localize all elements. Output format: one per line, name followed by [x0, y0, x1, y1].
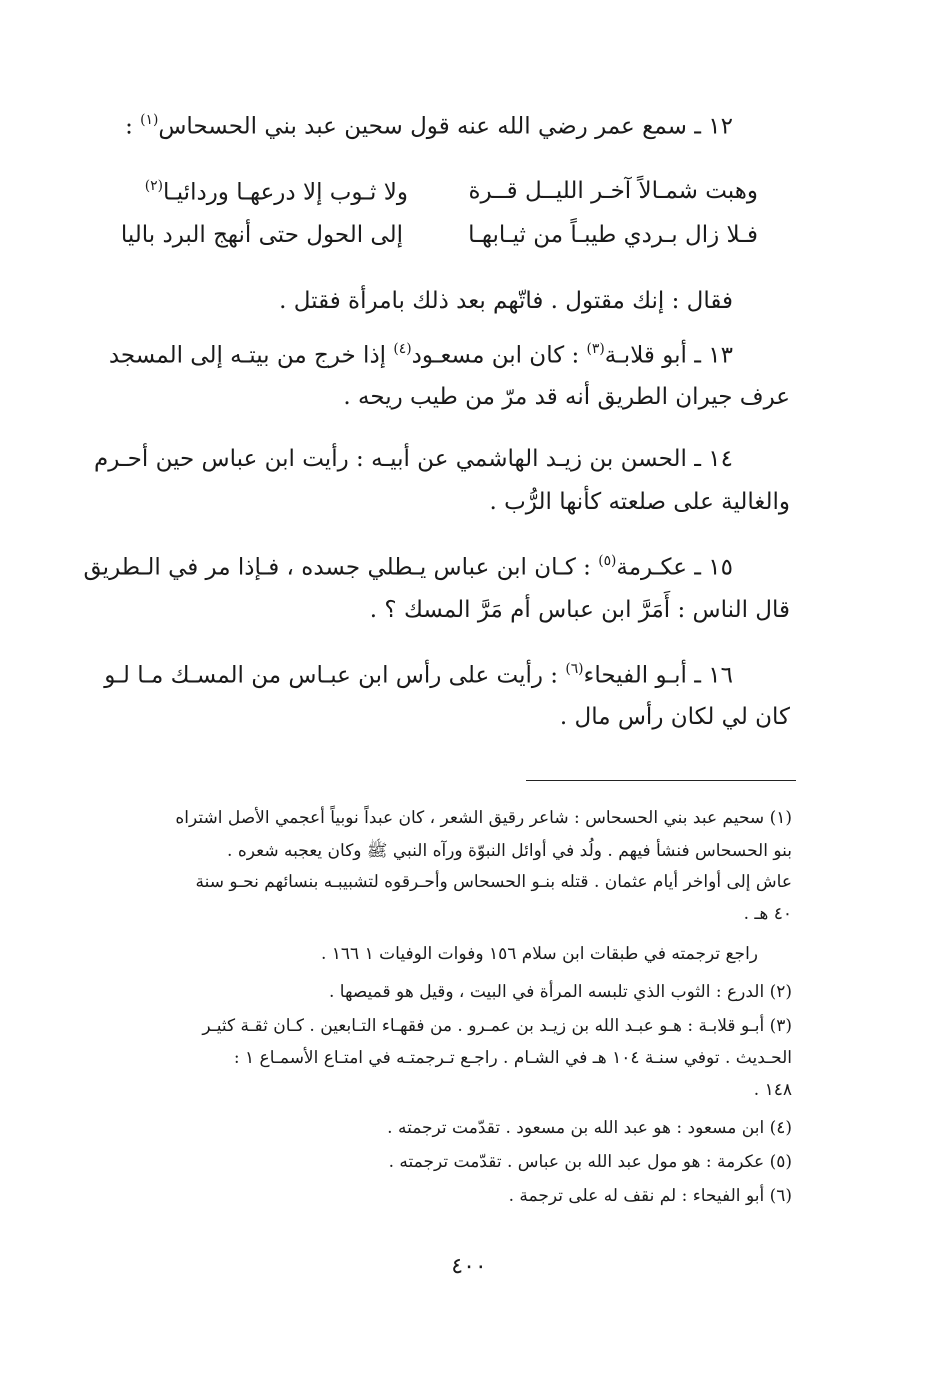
entry-12-colon: : — [125, 113, 141, 140]
footnote-separator — [526, 780, 796, 781]
entry-15-line-2: قال الناس : أَمَرَّ ابن عباس أم مَرَّ المسك ؟ . — [369, 597, 790, 623]
entry-14-line-1: ١٤ ـ الحسن بن زيـد الهاشمي عن أبيـه : رأيت ابن عباس حين أحـرم — [93, 446, 733, 472]
footnote-5: (٥) عكرمة : هو مول عبد الله بن عباس . تقدّمت ترجمته . — [388, 1152, 792, 1172]
entry-14-line-2: والغالية على صلعته كأنها الرُّب . — [489, 489, 790, 515]
footnote-ref-6[interactable]: (٦) — [565, 661, 584, 677]
verse-1-second-hemistich — [145, 178, 408, 206]
entry-12-line-1 — [125, 112, 733, 140]
entry-13-line-2: عرف جيران الطريق أنه قد مرّ من طيب ريحه . — [343, 384, 790, 410]
footnote-1-line-5: راجع ترجمته في طبقات ابن سلام ١٥٦ وفوات الوفيات ١ ١٦٦ . — [320, 944, 758, 964]
footnote-ref-3[interactable]: (٣) — [586, 341, 605, 357]
footnote-ref-5[interactable]: (٥) — [598, 553, 617, 569]
entry-16-line-1 — [104, 661, 733, 689]
footnote-3-line-1: (٣) أبـو قلابـة : هـو عبـد الله بن زيـد بن عمـرو . من فقهـاء التـابعين . كـان ثقـة كثيـر — [202, 1016, 792, 1036]
footnote-3-line-2: الحـديث . توفي سنـة ١٠٤ هـ في الشـام . راجـع تـرجمتـه في امتـاع الأسمـاع ١ : — [233, 1048, 792, 1068]
footnote-1-line-1: (١) سحيم عبد بني الحسحاس : شاعر رقيق الشعر ، كان عبداً نوبياً أعجمي الأصل اشتراه — [175, 808, 792, 828]
entry-16-line-2: كان لي لكان رأس مال . — [559, 704, 790, 730]
footnote-6: (٦) أبو الفيحاء : لم نقف له على ترجمة . — [508, 1186, 792, 1206]
footnote-ref-2[interactable]: (٢) — [144, 178, 163, 194]
footnote-2: (٢) الدرع : الثوب الذي تلبسه المرأة في البيت ، وقيل هو قميصها . — [328, 982, 792, 1002]
entry-15-narrator: ١٥ ـ عكـرمة — [616, 554, 733, 581]
footnote-1-line-3: عاش إلى أواخر أيام عثمان . قتله بنـو الحسحاس وأحـرقوه لتشبيبـه بنسائهم نحـو سنة — [195, 872, 792, 892]
entry-13-narrator: ١٣ ـ أبو قلابـة — [604, 342, 733, 369]
footnote-1-line-2: بنو الحسحاس فنشأ فيهم . ولُد في أوائل النبوّة ورآه النبي ﷺ وكان يعجبه شعره . — [227, 841, 792, 861]
footnote-4: (٤) ابن مسعود : هو عبد الله بن مسعود . تقدّمت ترجمته . — [387, 1118, 792, 1138]
entry-13-line-1 — [109, 341, 733, 369]
footnote-1-line-4: ٤٠ هـ . — [743, 904, 792, 924]
entry-12-line-2: فقال : إنك مقتول . فاتّهم بعد ذلك بامرأة فقتل . — [279, 288, 733, 314]
verse-1-second-text: ولا ثـوب إلا درعهـا وردائيـا — [162, 179, 408, 206]
verse-2-second-hemistich: إلى الحول حتى أنهج البرد باليا — [120, 222, 403, 248]
entry-12-text: ١٢ ـ سمع عمر رضي الله عنه قول سحين عبد بني الحسحاس — [158, 113, 733, 140]
entry-15-line-1 — [83, 553, 733, 581]
footnote-3-line-3: ١٤٨ . — [753, 1080, 792, 1100]
entry-13-text-b: إذا خرج من بيتـه إلى المسجد — [108, 342, 394, 369]
entry-16-text: : رأيت على رأس ابن عبـاس من المسـك مـا لـو — [104, 662, 566, 689]
entry-15-text: : كـان ابن عباس يـطلي جسده ، فـإذا مر في الـطريق — [83, 554, 599, 581]
verse-2-first-hemistich: فـلا زال بـردي طيبـاً من ثيـابهـا — [468, 222, 758, 248]
entry-13-text-a: : كان ابن مسعـود — [411, 342, 587, 369]
verse-1-first-hemistich: وهبت شمـالاً آخـر الليــل قــرة — [468, 178, 758, 204]
footnote-ref-4[interactable]: (٤) — [393, 341, 412, 357]
footnote-ref-1[interactable]: (١) — [140, 112, 159, 128]
page-number: ٤٠٠ — [451, 1254, 487, 1279]
entry-16-narrator: ١٦ ـ أبـو الفيحاء — [583, 662, 733, 689]
